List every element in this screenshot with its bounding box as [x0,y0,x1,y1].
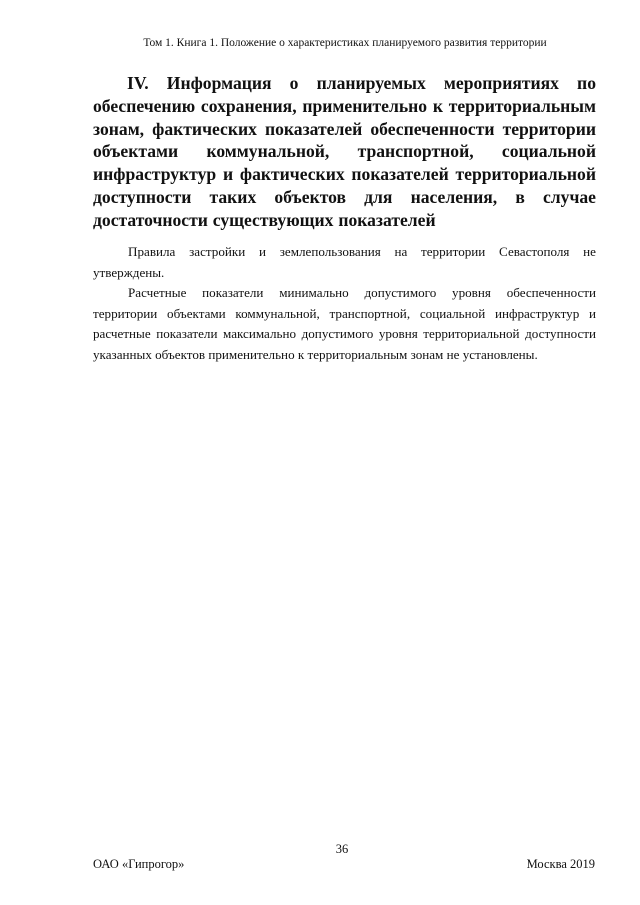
page-number: 36 [335,842,349,856]
paragraph-indicators-status: Расчетные показатели минимально допустимого уровня обеспеченности территории объектами коммунальной, транспортной, социальной инфраструктур и расчетные показатели максимально допустимого уровня территориальной доступности указанных объектов применительно к территориальным зонам не установлены. [93,285,596,362]
section-heading: IV. Информация о планируемых мероприятиях по обеспечению сохранения, применительно к территориальным зонам, фактических показателей обеспеченности территории объектами коммунальной, транспортной, социальной инфраструктур и фактических показателей территориальной доступности таких объектов для населения, в случае достаточности существующих показателей [93,73,596,230]
body-text [93,242,596,366]
footer-organization: ОАО «Гипрогор» [93,857,185,871]
running-header: Том 1. Книга 1. Положение о характеристиках планируемого развития территории [143,37,547,49]
footer-city-year: Москва 2019 [526,857,595,871]
paragraph-rules-status: Правила застройки и землепользования на территории Севастополя не утверждены. [93,244,596,280]
